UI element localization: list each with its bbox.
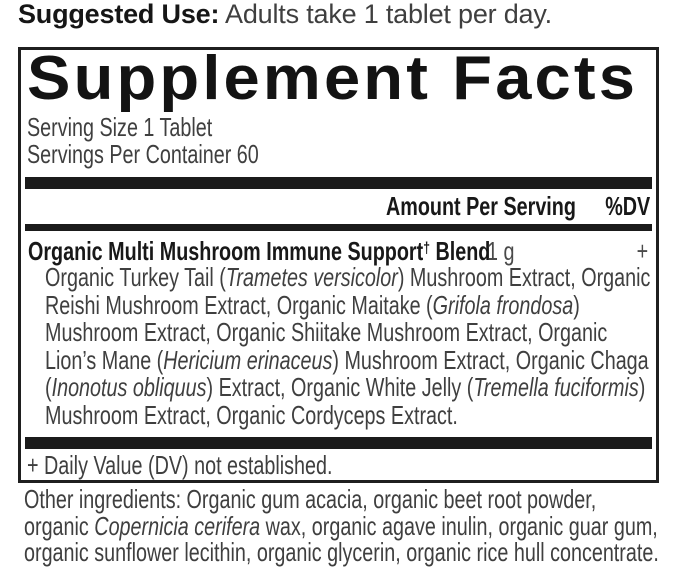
blend-description [27, 264, 650, 429]
blend-description-line-text [45, 374, 645, 402]
blend-row [27, 235, 650, 264]
other-ingredients-line-text [24, 486, 596, 513]
latin-name-italic: Copernicia cerifera [94, 510, 261, 541]
dv-footnote-text: + Daily Value (DV) not established. [27, 450, 333, 480]
thick-rule-top [25, 177, 652, 189]
blend-description-line [45, 319, 650, 347]
suggested-use-line [18, 0, 552, 31]
blend-description-line [45, 344, 650, 375]
blend-description-line-text [45, 399, 458, 430]
blend-description-line-text [45, 344, 649, 375]
text-segment: organic sunflower lecithin, organic glycerin, organic rice hull concentrate. [24, 537, 659, 567]
latin-name-italic: Grifola frondosa [432, 289, 574, 320]
dv-footnote-row [27, 451, 650, 480]
serving-size-text: Serving Size 1 Tablet [27, 112, 213, 142]
text-segment: organic [24, 510, 95, 541]
text-segment: Mushroom Extract, Organic Cordyceps Extract. [45, 399, 458, 430]
servings-per-container-row [27, 141, 650, 168]
blend-description-line-text [45, 319, 607, 347]
serving-size-row [27, 114, 650, 141]
text-segment: ) Mushroom Extract, Organic [397, 262, 651, 292]
blend-description-line-text [45, 264, 650, 292]
servings-per-container-text: Servings Per Container 60 [27, 139, 259, 169]
text-segment: ) Mushroom Extract, Organic Chaga [332, 344, 649, 375]
text-segment: ) Extract, Organic White Jelly ( [206, 372, 474, 402]
other-ingredients-line-text [24, 510, 658, 541]
other-ingredients [24, 486, 679, 566]
blend-description-line-text [45, 289, 580, 320]
other-ingredients-line [24, 539, 679, 566]
medium-rule [25, 224, 652, 231]
latin-name-italic: Tremella fuciformis [473, 372, 639, 402]
thick-rule-bottom [25, 437, 652, 449]
blend-description-line [45, 374, 650, 402]
suggested-use-text: Adults take 1 tablet per day. [219, 0, 552, 29]
suggested-use-label: Suggested Use: [18, 0, 220, 29]
latin-name-italic: Hericium erinaceus [163, 344, 333, 375]
blend-name-main: Organic Multi Mushroom Immune Support [28, 236, 424, 266]
text-segment: Organic Turkey Tail ( [45, 262, 226, 292]
dagger-symbol: † [423, 240, 430, 257]
text-segment: wax, organic agave inulin, organic guar gum, [260, 510, 658, 541]
text-segment: Lion’s Mane ( [45, 344, 164, 375]
other-ingredients-line [24, 510, 679, 541]
column-header-dv: %DV [604, 191, 650, 221]
blend-amount: 1 g [487, 236, 515, 266]
blend-description-line [45, 264, 650, 292]
latin-name-italic: Trametes versicolor [225, 262, 398, 292]
column-header-row [27, 192, 650, 221]
blend-description-line [45, 399, 650, 430]
supplement-facts-panel [18, 44, 659, 483]
other-ingredients-line [24, 486, 679, 513]
blend-description-line [45, 289, 650, 320]
other-ingredients-line-text [24, 539, 659, 566]
text-segment: ) [573, 289, 580, 320]
blend-dv-symbol: + [636, 236, 648, 266]
blend-name-suffix: Blend [429, 236, 491, 266]
column-header-amount: Amount Per Serving [385, 191, 576, 221]
text-segment: ) [638, 372, 646, 402]
latin-name-italic: Inonotus obliquus [51, 372, 207, 402]
text-segment: Mushroom Extract, Organic Shiitake Mushroom Extract, Organic [45, 317, 608, 347]
text-segment: ( [45, 372, 52, 402]
panel-title: Supplement Facts [27, 44, 639, 113]
text-segment: Other ingredients: Organic gum acacia, organic beet root powder, [24, 484, 597, 514]
text-segment: Reishi Mushroom Extract, Organic Maitake ( [45, 289, 433, 320]
